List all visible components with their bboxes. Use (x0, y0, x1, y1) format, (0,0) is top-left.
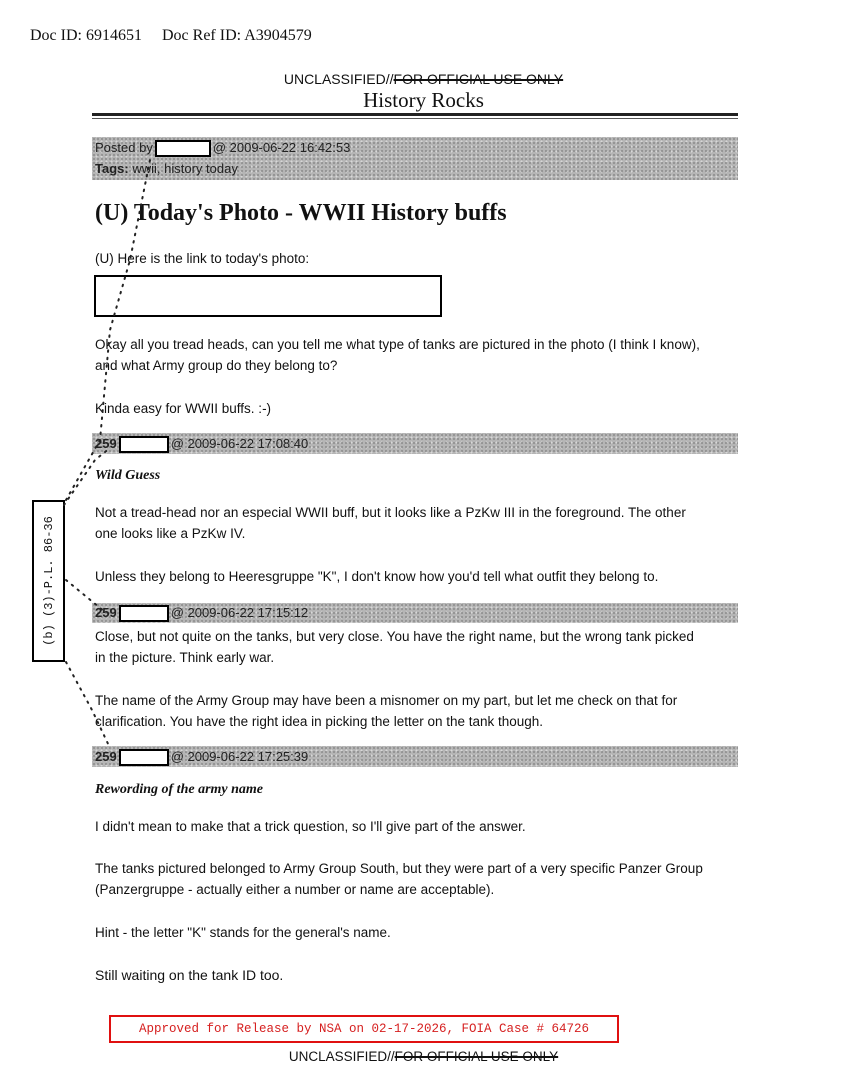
comment-author-prefix: 259 (95, 605, 117, 620)
post-timestamp: @ 2009-06-22 16:42:53 (212, 140, 351, 155)
comment-line: clarification. You have the right idea in picking the letter on the tank though. (95, 714, 544, 729)
release-stamp (109, 1015, 619, 1043)
comment-timestamp: @ 2009-06-22 17:08:40 (170, 436, 309, 451)
classification-text: UNCLASSIFIED// (283, 71, 394, 87)
comment-line: Hint - the letter "K" stands for the general's name. (95, 925, 391, 940)
comment-line: I didn't mean to make that a trick question, so I'll give part of the answer. (95, 819, 526, 834)
comment-line: Not a tread-head nor an especial WWII buff, but it looks like a PzKw III in the foreground. The other (95, 505, 686, 520)
leader-line (66, 580, 105, 612)
comment-line: Unless they belong to Heeresgruppe "K", I don't know how you'd tell what outfit they belong to. (95, 569, 659, 584)
comment-subject: Rewording of the army name (95, 782, 264, 797)
comment-line: The tanks pictured belonged to Army Group South, but they were part of a very specific Panzer Group (95, 861, 703, 876)
comment-line: one looks like a PzKw IV. (95, 526, 246, 541)
tags-link[interactable]: wwii, history today (132, 161, 238, 176)
tags-label: Tags: (95, 161, 129, 176)
struck-caveat: FOR OFFICIAL USE ONLY (393, 71, 564, 87)
comment-line: (Panzergruppe - actually either a number or name are acceptable). (95, 882, 495, 897)
release-stamp-text: Approved for Release by NSA on 02-17-2026, FOIA Case # 64726 (138, 1022, 590, 1036)
comment-author-prefix: 259 (95, 749, 117, 764)
comment-line: in the picture. Think early war. (95, 650, 275, 665)
doc-id: Doc ID: 6914651 (30, 27, 142, 44)
comment-subject: Wild Guess (95, 468, 161, 483)
comment-line: Still waiting on the tank ID too. (95, 967, 284, 983)
comment-line: The name of the Army Group may have been a misnomer on my part, but let me check on that for (95, 693, 678, 708)
classification-banner-bottom (0, 1049, 847, 1064)
doc-ref-id: Doc Ref ID: A3904579 (161, 27, 312, 44)
comment-line: Close, but not quite on the tanks, but very close. You have the right name, but the wrong tank picked (95, 629, 694, 644)
leader-line (64, 448, 110, 505)
exemption-stamp-text: (b) (3)-P.L. 86-36 (41, 516, 56, 646)
post-title: (U) Today's Photo - WWII History buffs (95, 200, 507, 226)
blog-title: History Rocks (363, 88, 484, 112)
leader-line (66, 662, 110, 748)
struck-caveat: FOR OFFICIAL USE ONLY (394, 1049, 559, 1064)
comment-timestamp: @ 2009-06-22 17:15:12 (170, 605, 309, 620)
posted-by-label: Posted by (95, 140, 153, 155)
leader-line (66, 160, 150, 500)
comment-author-prefix: 259 (95, 436, 117, 451)
post-paragraph-line: Okay all you tread heads, can you tell me what type of tanks are pictured in the photo (I think I know), (95, 337, 700, 352)
post-paragraph-line: and what Army group do they belong to? (95, 358, 338, 373)
comment-timestamp: @ 2009-06-22 17:25:39 (170, 749, 309, 764)
post-intro: (U) Here is the link to today's photo: (95, 251, 310, 266)
classification-text: UNCLASSIFIED// (288, 1049, 395, 1064)
post-paragraph: Kinda easy for WWII buffs. :-) (95, 401, 272, 416)
